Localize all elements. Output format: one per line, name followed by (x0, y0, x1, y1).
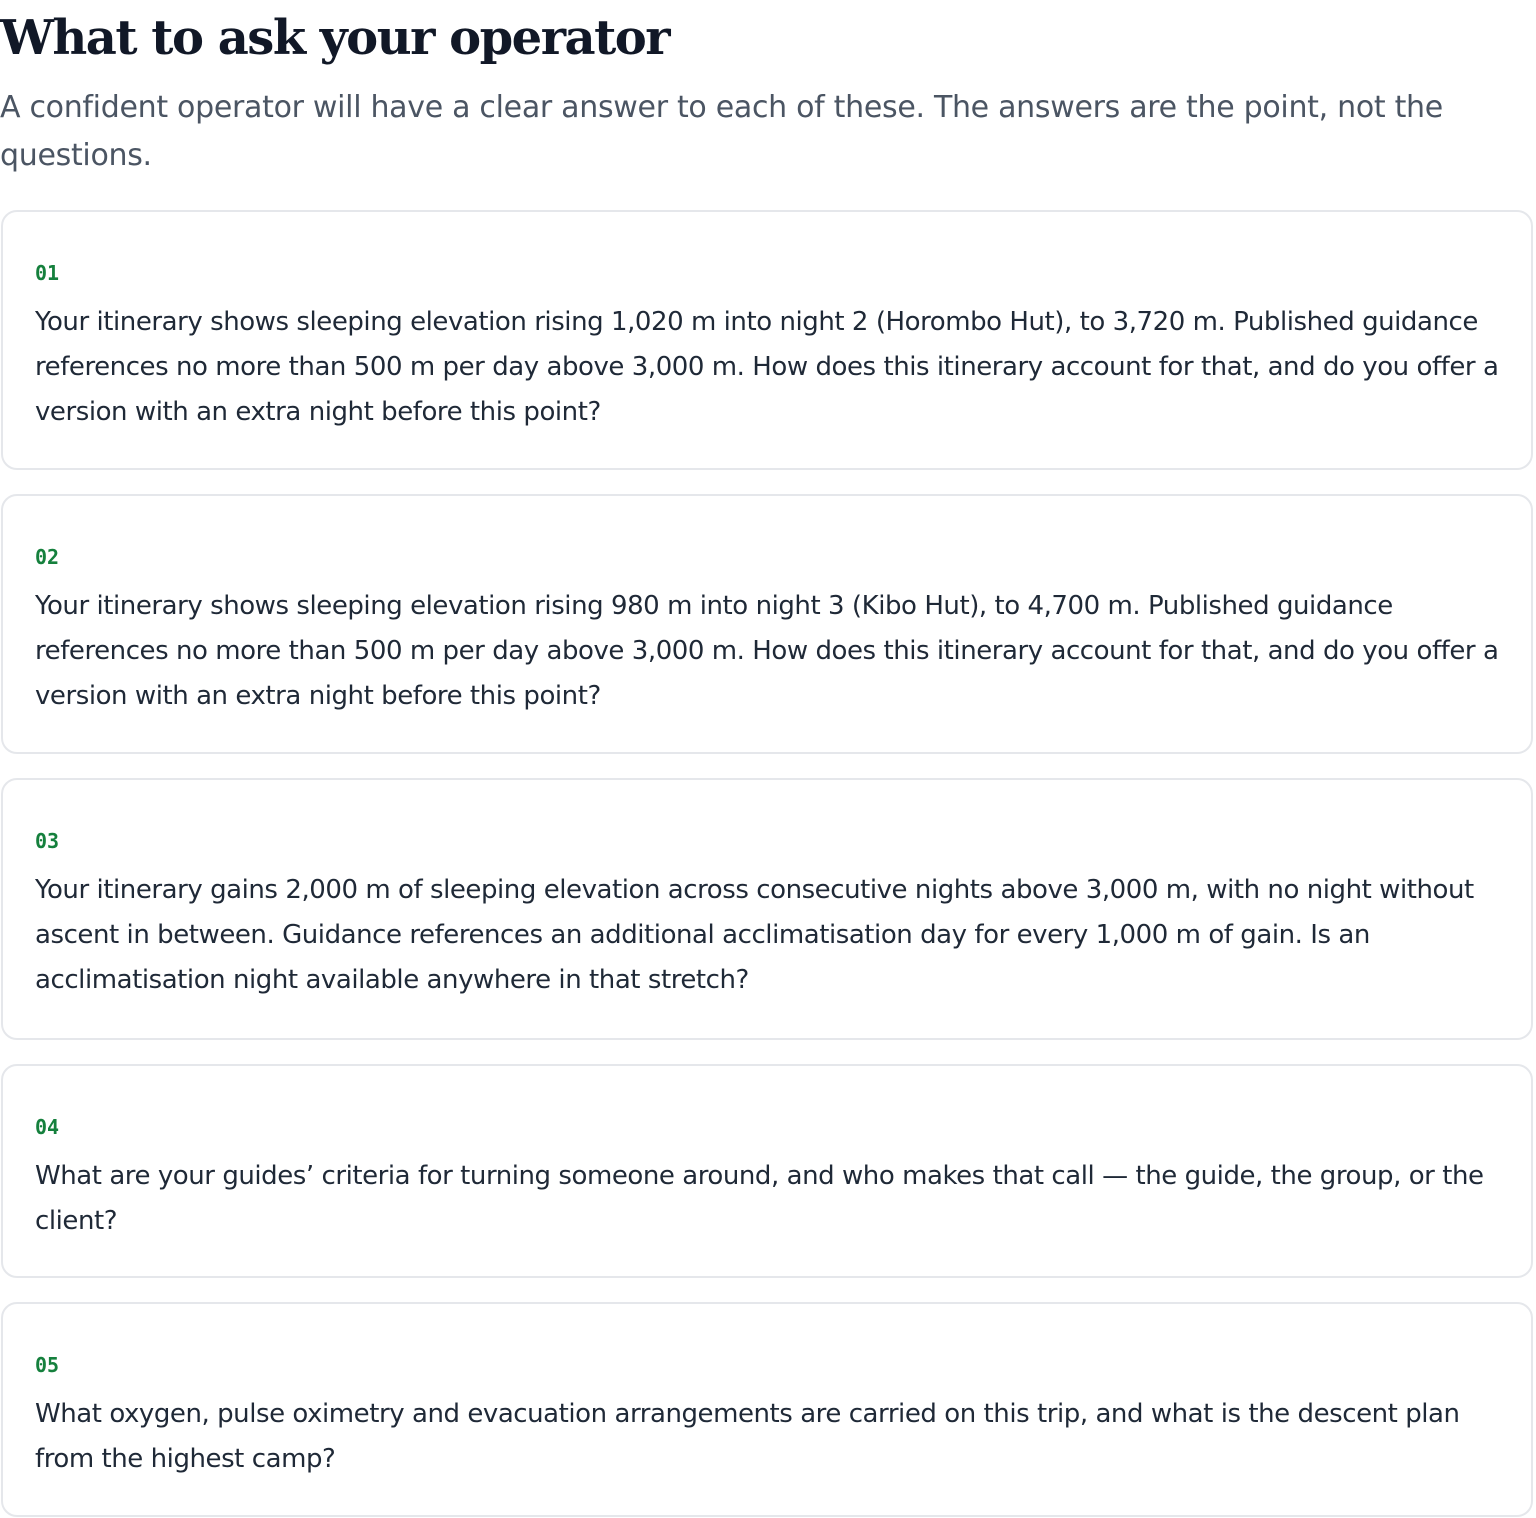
question-text: What are your guides’ criteria for turning someone around, and who makes that call — the guide, the group, or the client? (35, 1161, 1484, 1236)
question-text: Your itinerary shows sleeping elevation rising 1,020 m into night 2 (Horombo Hut), to 3,720 m. Published guidance references no more than 500 m per day above 3,000 m. How does this itinerary account for that, and do you offer a version with an extra night before this point? (35, 307, 1499, 427)
question-card-05 (1, 1302, 1533, 1517)
question-text: Your itinerary shows sleeping elevation rising 980 m into night 3 (Kibo Hut), to 4,700 m. Published guidance references no more than 500 m per day above 3,000 m. How does this itinerary account for that, and do you offer a version with an extra night before this point? (35, 591, 1499, 711)
page-title: What to ask your operator (0, 10, 670, 66)
question-number: 05 (35, 1353, 60, 1377)
question-number: 01 (35, 261, 60, 285)
question-card-01 (1, 210, 1533, 470)
question-card-04 (1, 1064, 1533, 1278)
question-card-02 (1, 494, 1533, 754)
question-card-03 (1, 778, 1533, 1040)
question-text: What oxygen, pulse oximetry and evacuation arrangements are carried on this trip, and what is the descent plan from the highest camp? (35, 1399, 1460, 1474)
question-number: 04 (35, 1115, 60, 1139)
question-number: 02 (35, 545, 60, 569)
question-text: Your itinerary gains 2,000 m of sleeping elevation across consecutive nights above 3,000 m, with no night without ascent in between. Guidance references an additional acclimatisation day for every 1,000 m of gain. Is an acclimatisation night available anywhere in that stretch? (35, 875, 1474, 995)
page-intro: A confident operator will have a clear answer to each of these. The answers are the point, not the questions. (0, 90, 1443, 173)
question-number: 03 (35, 829, 60, 853)
